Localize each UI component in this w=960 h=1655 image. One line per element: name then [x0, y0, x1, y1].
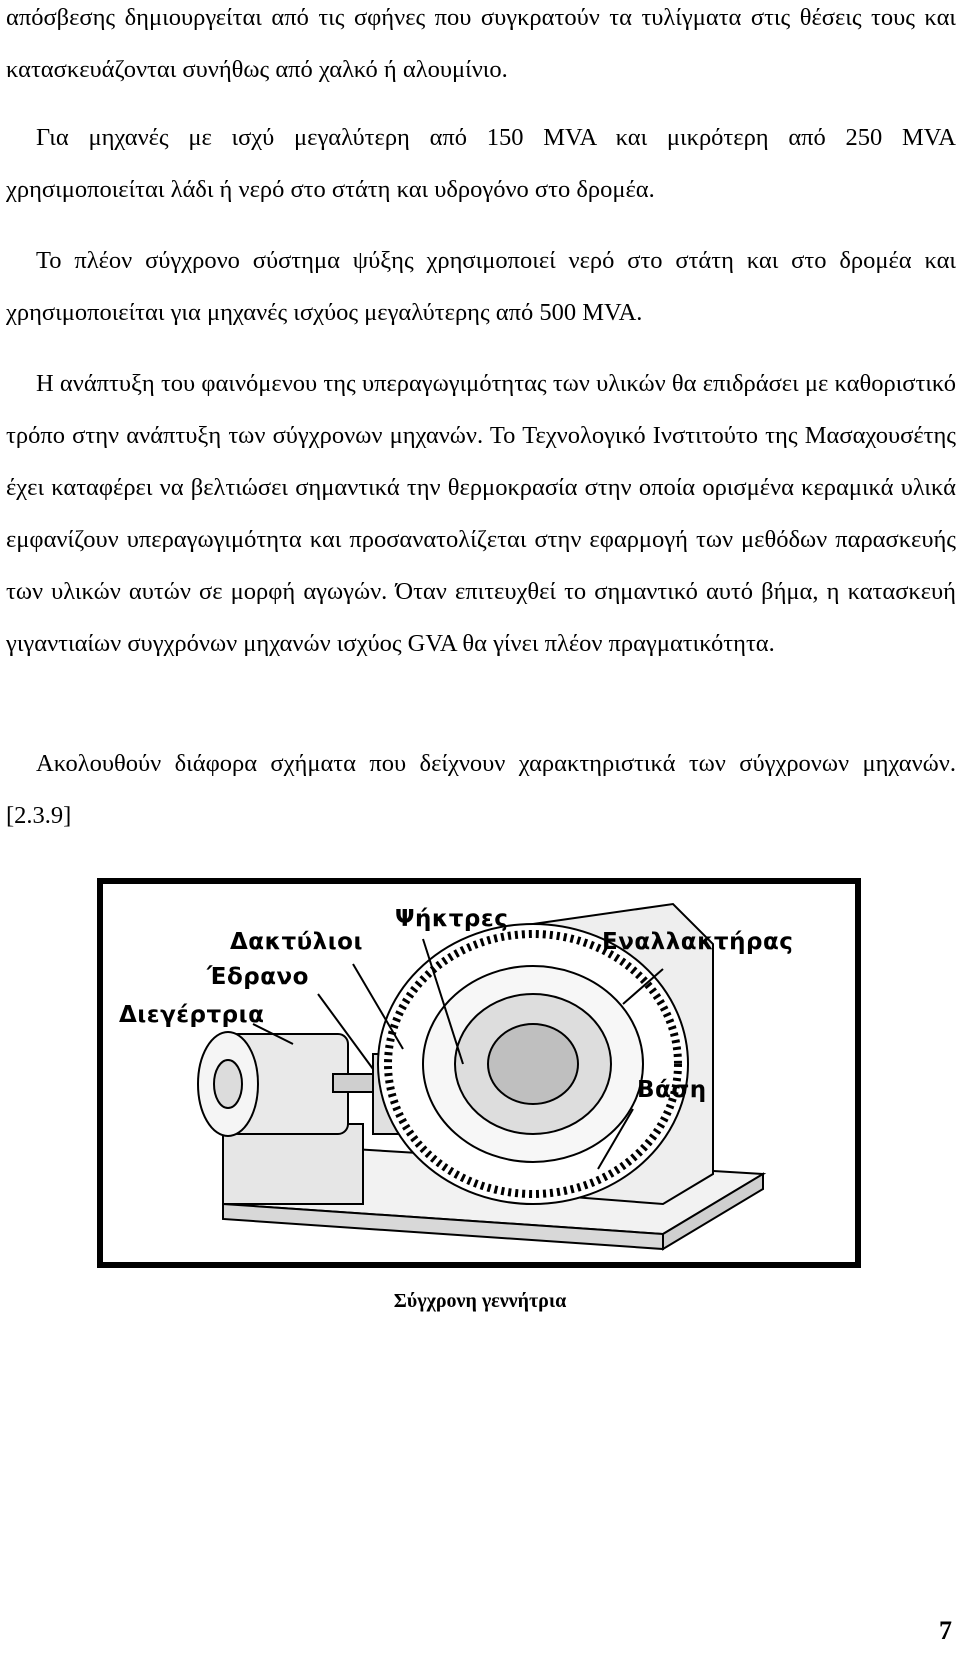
label-bearing: Έδρανο	[207, 964, 309, 990]
figure-caption: Σύγχρονη γεννήτρια	[393, 1290, 567, 1312]
paragraph-2: Για μηχανές με ισχύ μεγαλύτερη από 150 MVA και μικρότερη από 250 MVA χρησιμοποιείται λάδι ή νερό στο στάτη και υδρογόνο στο δρομέα.	[6, 124, 956, 203]
label-brushes: Ψήκτρες	[395, 906, 509, 932]
paragraph-3: Το πλέον σύγχρονο σύστημα ψύξης χρησιμοποιεί νερό στο στάτη και στο δρομέα και χρησιμοποιείται για μηχανές ισχύος μεγαλύτερης από 500 MVA.	[6, 247, 956, 326]
label-alternator: Εναλλακτήρας	[602, 929, 794, 955]
paragraph-5: Ακολουθούν διάφορα σχήματα που δείχνουν χαρακτηριστικά των σύγχρονων μηχανών. [2.3.9]	[6, 750, 956, 829]
label-base: Βάση	[637, 1077, 707, 1103]
paragraph-1: απόσβεσης δημιουργείται από τις σφήνες που συγκρατούν τα τυλίγματα στις θέσεις τους και κατασκευάζονται συνήθως από χαλκό ή αλουμίνιο.	[6, 4, 956, 83]
label-slip-rings: Δακτύλιοι	[230, 929, 363, 955]
page-number: 7	[939, 1616, 952, 1645]
label-exciter: Διεγέρτρια	[119, 1002, 265, 1028]
paragraph-4: Η ανάπτυξη του φαινόμενου της υπεραγωγιμότητας των υλικών θα επιδράσει με καθοριστικό τρόπο στην ανάπτυξη των σύγχρονων μηχανών. Το Τεχνολογικό Ινστιτούτο της Μασαχουσέτης έχει καταφέρει να βελτιώσει σημαντικά την θερμοκρασία στην οποία ορισμένα κεραμικά υλικά εμφανίζουν υπεραγωγιμότητα και προσανατολίζεται στην εφαρμογή των μεθόδων παρασκευής των υλικών αυτών σε μορφή αγωγών. Όταν επιτευχθεί το σημαντικό αυτό βήμα, η κατασκευή γιγαντιαίων συγχρόνων μηχανών ισχύος GVA θα γίνει πλέον πραγματικότητα.	[6, 370, 956, 657]
generator-figure	[97, 878, 861, 1268]
